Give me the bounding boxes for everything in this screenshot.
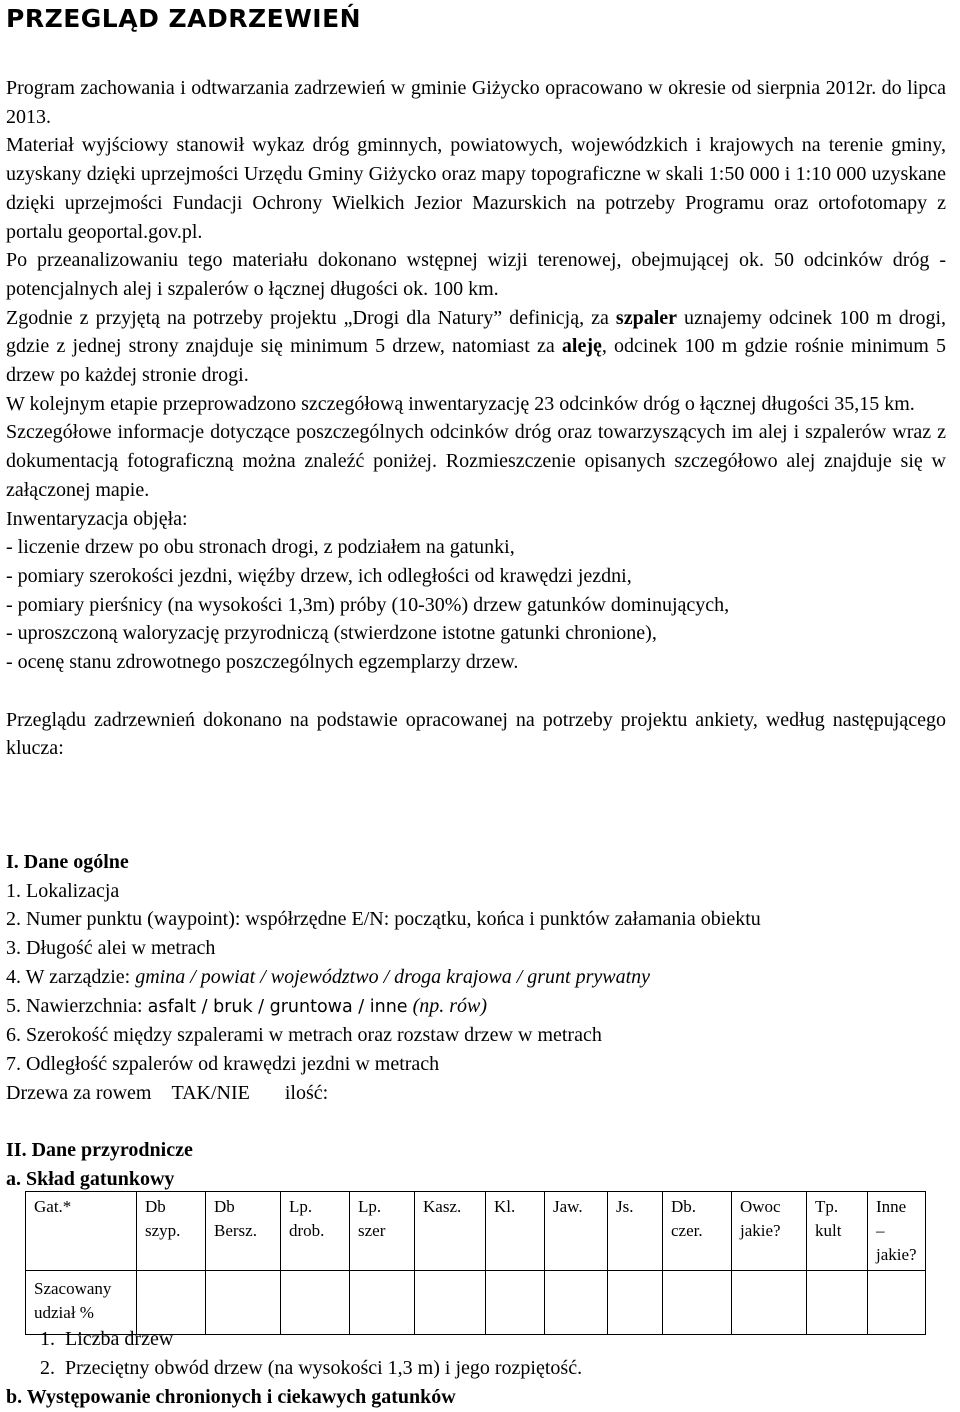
- key-item-surface: 5. Nawierzchnia: asfalt / bruk / gruntowa / inne (np. rów): [6, 994, 488, 1017]
- scope-heading: Inwentaryzacja objęła:: [6, 507, 188, 530]
- section-1-heading: I. Dane ogólne: [6, 851, 129, 873]
- key-item: 3. Długość alei w metrach: [6, 937, 216, 960]
- table-cell: [868, 1271, 926, 1335]
- page-title: PRZEGLĄD ZADRZEWIEŃ: [6, 4, 362, 33]
- key-item: 2. Numer punktu (waypoint): współrzędne E/N: początku, końca i punktów załamania obiektu: [6, 908, 761, 931]
- inventory-paragraph-1: W kolejnym etapie przeprowadzono szczegółową inwentaryzację 23 odcinków dróg o łącznej długości 35,15 km.: [6, 392, 915, 415]
- table-header-cell: Lp. szer: [350, 1192, 415, 1271]
- scope-item: - pomiary szerokości jezdni, więźby drzew, ich odległości od krawędzi jezdni,: [6, 564, 632, 587]
- table-header-cell: Js.: [608, 1192, 663, 1271]
- scope-item: - ocenę stanu zdrowotnego poszczególnych egzemplarzy drzew.: [6, 651, 519, 674]
- table-header-cell: Jaw.: [545, 1192, 608, 1271]
- species-table: [25, 1191, 926, 1335]
- scope-item: - liczenie drzew po obu stronach drogi, z podziałem na gatunki,: [6, 536, 515, 559]
- table-header-cell: Tp. kult: [807, 1192, 868, 1271]
- table-header-cell: Db. czer.: [663, 1192, 732, 1271]
- scope-item: - pomiary pierśnicy (na wysokości 1,3m) próby (10-30%) drzew gatunków dominujących,: [6, 593, 730, 616]
- table-cell: [663, 1271, 732, 1335]
- definition-paragraph: Zgodnie z przyjętą na potrzeby projektu „Drogi dla Natury” definicją, za szpaler uznajemy odcinek 100 m drogi, gdzie z jednej strony znajduje się minimum 5 drzew, natomiast za aleję, odcinek 100 m gdzie rośnie minimum 5 drzew po każdej stronie drogi.: [6, 306, 946, 387]
- table-header-cell: Gat.*: [26, 1192, 137, 1271]
- ditch-line: Drzewa za rowem TAK/NIE ilość:: [6, 1081, 329, 1104]
- inventory-paragraph-2: Szczegółowe informacje dotyczące poszczególnych odcinków dróg oraz towarzyszących im alej i szpalerów wraz z dokumentacją fotograficzną można znaleźć poniżej. Rozmieszczenie opisanych szczegółowo alej znajduje się w załączonej mapie.: [6, 421, 946, 501]
- intro-paragraph-1: Program zachowania i odtwarzania zadrzewień w gminie Giżycko opracowano w okresie od sierpnia 2012r. do lipca 2013.: [6, 77, 946, 128]
- key-item: 7. Odległość szpalerów od krawędzi jezdni w metrach: [6, 1052, 440, 1075]
- key-item-management: 4. W zarządzie: gmina / powiat / województwo / droga krajowa / grunt prywatny: [6, 965, 651, 988]
- table-header-cell: Inne – jakie?: [868, 1192, 926, 1271]
- table-header-cell: Kasz.: [415, 1192, 486, 1271]
- list-item: 1. Liczba drzew: [40, 1328, 174, 1350]
- key-item: 1. Lokalizacja: [6, 879, 120, 902]
- table-header-cell: Db szyp.: [137, 1192, 206, 1271]
- survey-paragraph: Przeglądu zadrzewnień dokonano na podstawie opracowanej na potrzeby projektu ankiety, według następującego klucza:: [6, 708, 946, 760]
- list-item: 2. Przeciętny obwód drzew (na wysokości 1,3 m) i jego rozpiętość.: [40, 1357, 583, 1379]
- scope-item: - uproszczoną waloryzację przyrodniczą (stwierdzone istotne gatunki chronione),: [6, 622, 657, 645]
- term-aleja: aleję: [561, 335, 602, 358]
- table-header-cell: Owoc jakie?: [732, 1192, 807, 1271]
- term-szpaler: szpaler: [615, 306, 677, 329]
- table-header-row: [26, 1192, 926, 1271]
- section-2-heading: II. Dane przyrodnicze: [6, 1139, 193, 1162]
- subsection-b-heading: b. Występowanie chronionych i ciekawych gatunków: [6, 1386, 456, 1408]
- table-cell: [608, 1271, 663, 1335]
- section-2-list: [6, 1325, 582, 1412]
- table-cell: [807, 1271, 868, 1335]
- table-header-cell: Kl.: [486, 1192, 545, 1271]
- subsection-a-heading: a. Skład gatunkowy: [6, 1168, 175, 1191]
- intro-paragraph-2: Materiał wyjściowy stanowił wykaz dróg gminnych, powiatowych, wojewódzkich i krajowych na terenie gminy, uzyskany dzięki uprzejmości Urzędu Gminy Giżycko oraz mapy topograficzne w skali 1:50 000 i 1:10 000 uzyskane dzięki uprzejmości Fundacji Ochrony Wielkich Jezior Mazurskich na potrzeby Programu oraz ortofotomapy z portalu geoportal.gov.pl.: [6, 134, 946, 243]
- table-header-cell: Lp. drob.: [281, 1192, 350, 1271]
- document-body: [6, 74, 946, 763]
- key-item: 6. Szerokość między szpalerami w metrach oraz rozstaw drzew w metrach: [6, 1024, 602, 1047]
- intro-paragraph-3: Po przeanalizowaniu tego materiału dokonano wstępnej wizji terenowej, obejmującej ok. 50 odcinków dróg - potencjalnych alej i szpalerów o łącznej długości ok. 100 km.: [6, 249, 946, 300]
- survey-key: [6, 848, 761, 1194]
- table-cell: [732, 1271, 807, 1335]
- table-header-cell: Db Bersz.: [206, 1192, 281, 1271]
- table-row-label: Szacowany udział %: [26, 1271, 137, 1335]
